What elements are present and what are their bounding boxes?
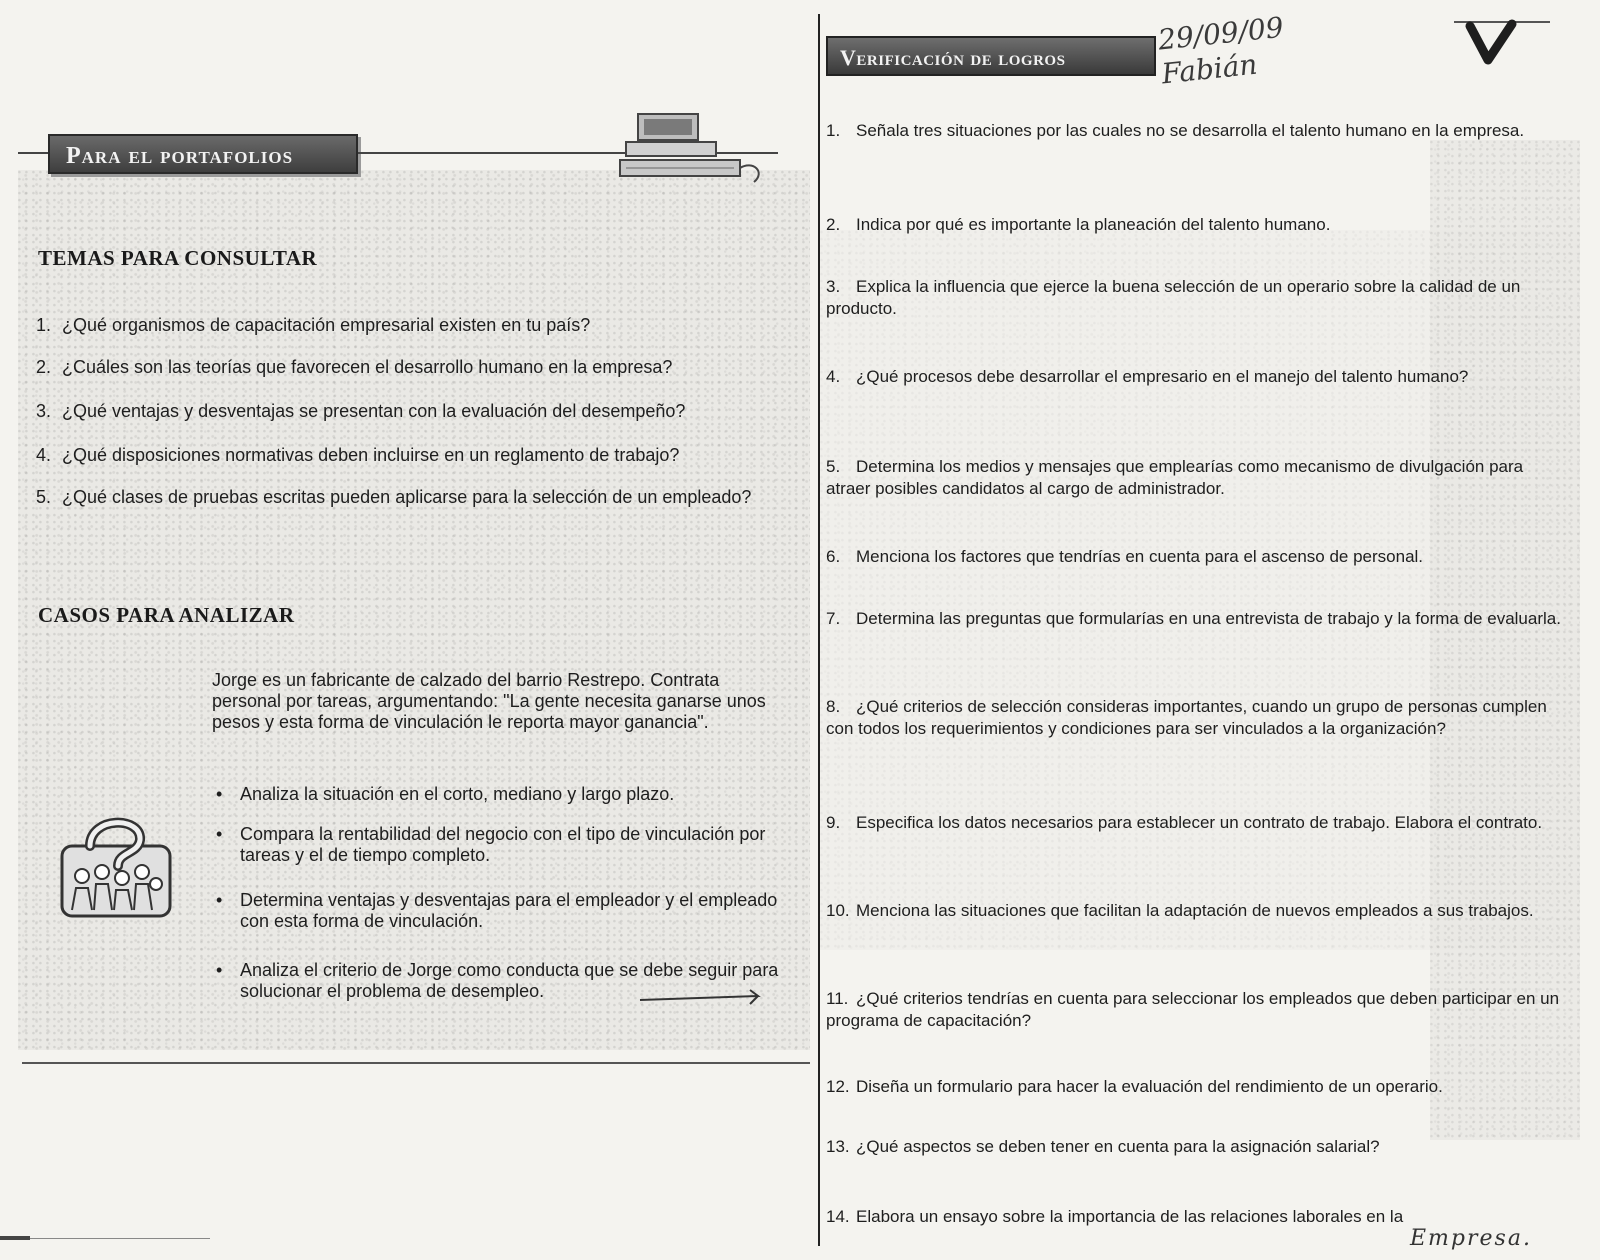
logro-item: [826, 696, 1566, 740]
verificacion-banner: Verificación de logros: [826, 36, 1156, 76]
item-text: Elabora un ensayo sobre la importancia de las relaciones laborales en la: [856, 1207, 1404, 1226]
item-text: Diseña un formulario para hacer la evaluación del rendimiento de un operario.: [856, 1077, 1443, 1096]
scribble-arrow-icon: [638, 988, 788, 1008]
logro-item: [826, 1206, 1566, 1228]
item-text: ¿Qué criterios tendrías en cuenta para seleccionar los empleados que deben participar en un programa de capacitación?: [826, 989, 1560, 1030]
case-bullet: [216, 890, 790, 932]
page-bottom-rule: [22, 1062, 810, 1064]
item-text: ¿Qué disposiciones normativas deben incluirse en un reglamento de trabajo?: [62, 445, 680, 465]
logro-item: [826, 1076, 1566, 1098]
item-number: 9.: [826, 813, 841, 832]
logro-item: [826, 546, 1566, 568]
computer-icon: [618, 110, 768, 202]
corner-mark: [0, 1236, 30, 1240]
logro-item: [826, 812, 1566, 834]
item-text: ¿Cuáles son las teorías que favorecen el desarrollo humano en la empresa?: [62, 357, 673, 377]
item-number: 5.: [826, 457, 841, 476]
portafolios-banner: Para el portafolios: [48, 134, 358, 174]
item-number: 5.: [36, 487, 52, 507]
case-description: Jorge es un fabricante de calzado del barrio Restrepo. Contrata personal por tareas, argumentando: "La gente necesita ganarse unos pesos y esta forma de vinculación le reporta mayor ganancia".: [212, 670, 766, 732]
handwritten-note: 29/09/09 Fabián: [1156, 10, 1286, 91]
logro-item: [826, 988, 1566, 1032]
item-number: 1.: [826, 121, 841, 140]
item-text: Menciona los factores que tendrías en cuenta para el ascenso de personal.: [856, 547, 1424, 566]
check-mark-text: ✓: [1520, 65, 1522, 67]
item-text: ¿Qué aspectos se deben tener en cuenta para la asignación salarial?: [856, 1137, 1380, 1156]
bullet-text: Compara la rentabilidad del negocio con el tipo de vinculación por tareas y el de tiempo completo.: [240, 824, 766, 865]
item-text: ¿Qué criterios de selección consideras importantes, cuando un grupo de personas cumplen con todos los requerimientos y condiciones para ser vinculados a la organización?: [826, 697, 1547, 738]
bullet-text: Analiza la situación en el corto, mediano y largo plazo.: [240, 784, 675, 804]
item-number: 13.: [826, 1137, 850, 1156]
temas-item: [36, 486, 796, 508]
item-number: 4.: [36, 445, 52, 465]
bottom-left-rule: [30, 1238, 210, 1239]
bullet-text: Determina ventajas y desventajas para el empleador y el empleado con esta forma de vinculación.: [240, 890, 778, 931]
bullet-icon: •: [216, 824, 223, 844]
item-number: 6.: [826, 547, 841, 566]
item-text: ¿Qué procesos debe desarrollar el empresario en el manejo del talento humano?: [856, 367, 1469, 386]
item-text: ¿Qué clases de pruebas escritas pueden aplicarse para la selección de un empleado?: [62, 487, 752, 507]
banner-rule-left: [18, 152, 48, 154]
question-mark-crowd-icon: [56, 810, 176, 920]
temas-item: [36, 400, 806, 422]
item-text: Explica la influencia que ejerce la buena selección de un operario sobre la calidad de un producto.: [826, 277, 1521, 318]
item-number: 14.: [826, 1207, 850, 1226]
item-number: 12.: [826, 1077, 850, 1096]
item-text: ¿Qué ventajas y desventajas se presentan con la evaluación del desempeño?: [62, 401, 686, 421]
logro-item: [826, 366, 1566, 388]
item-text: Indica por qué es importante la planeación del talento humano.: [856, 215, 1331, 234]
temas-item: [36, 444, 806, 466]
item-number: 3.: [36, 401, 52, 421]
bullet-icon: •: [216, 890, 223, 910]
case-bullet: [216, 784, 800, 805]
temas-heading: TEMAS PARA CONSULTAR: [38, 246, 318, 270]
check-mark-icon: [1450, 16, 1560, 72]
logro-item: [826, 120, 1566, 142]
logro-item: [826, 900, 1566, 922]
item-text: Menciona las situaciones que facilitan la adaptación de nuevos empleados a sus trabajos.: [856, 901, 1534, 920]
handwritten-ending: Empresa.: [1410, 1226, 1532, 1251]
bullet-icon: •: [216, 784, 223, 804]
item-number: 1.: [36, 315, 52, 335]
case-bullet: [216, 824, 790, 866]
logro-item: [826, 456, 1566, 500]
item-text: Determina los medios y mensajes que emplearías como mecanismo de divulgación para atraer posibles candidatos al cargo de administrador.: [826, 457, 1524, 498]
item-text: Determina las preguntas que formularías en una entrevista de trabajo y la forma de evaluarla.: [856, 609, 1561, 628]
item-number: 2.: [826, 215, 841, 234]
item-number: 10.: [826, 901, 850, 920]
item-number: 3.: [826, 277, 841, 296]
temas-item: [36, 356, 806, 378]
item-text: Señala tres situaciones por las cuales no se desarrolla el talento humano en la empresa.: [856, 121, 1525, 140]
item-number: 7.: [826, 609, 841, 628]
bullet-text: Analiza el criterio de Jorge como conducta que se debe seguir para solucionar el problema de desempleo.: [240, 960, 779, 1001]
bullet-icon: •: [216, 960, 223, 980]
logro-item: [826, 214, 1566, 236]
item-number: 11.: [826, 989, 849, 1008]
logro-item: [826, 608, 1566, 630]
item-number: 2.: [36, 357, 52, 377]
left-page: [18, 100, 810, 1070]
item-number: 8.: [826, 697, 841, 716]
item-number: 4.: [826, 367, 841, 386]
logro-item: [826, 1136, 1566, 1158]
logro-item: [826, 276, 1566, 320]
item-text: Especifica los datos necesarios para establecer un contrato de trabajo. Elabora el contrato.: [856, 813, 1543, 832]
casos-heading: CASOS PARA ANALIZAR: [38, 603, 295, 627]
temas-item: [36, 314, 806, 336]
item-text: ¿Qué organismos de capacitación empresarial existen en tu país?: [62, 315, 591, 335]
